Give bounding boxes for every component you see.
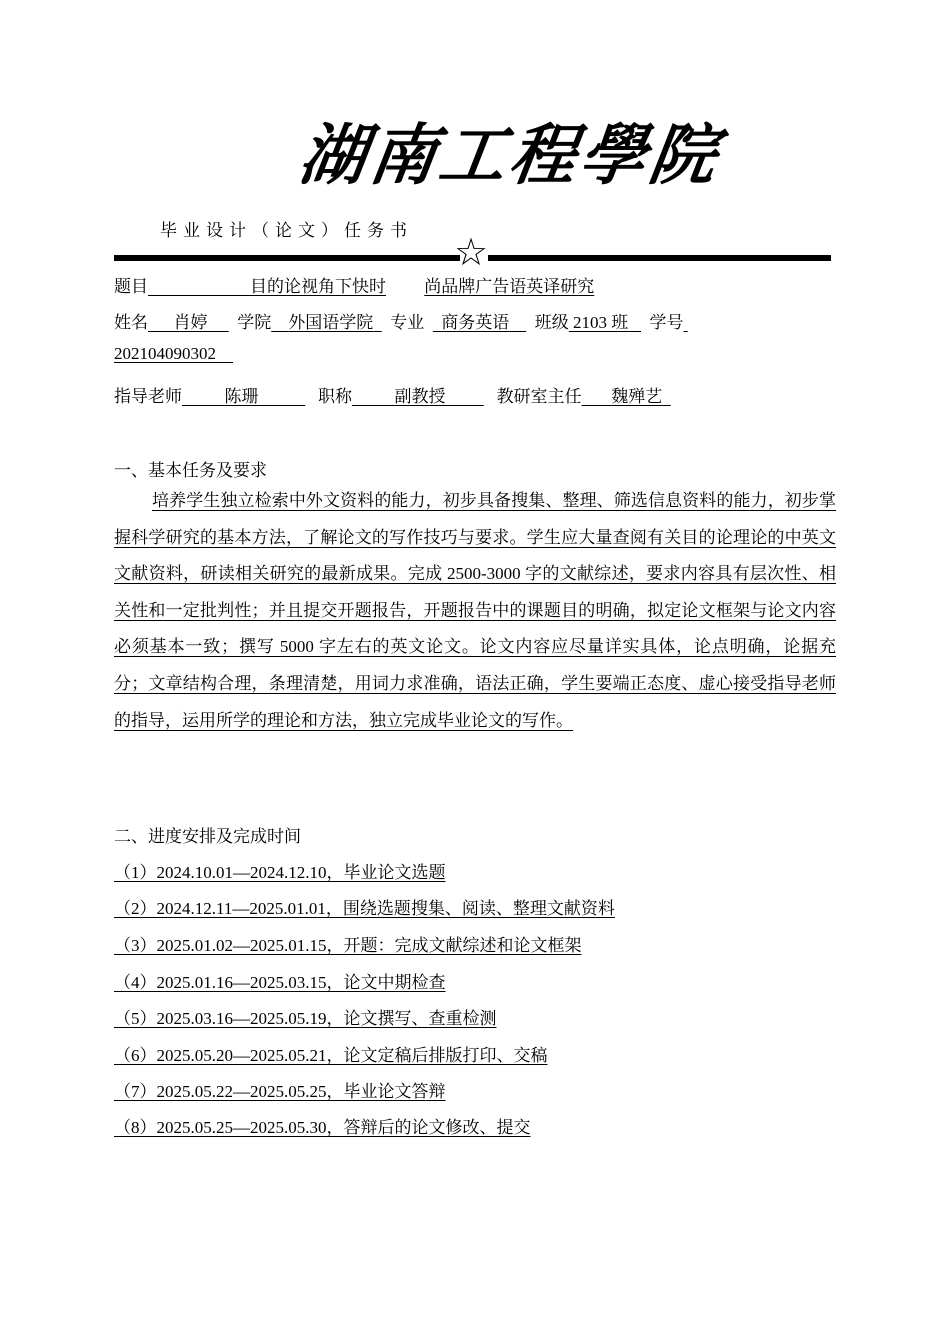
section2-heading: 二、进度安排及完成时间 [114,827,301,846]
advisor-field: 陈珊 [224,387,259,406]
student-info-row [114,308,688,333]
rank-label: 职称 [318,387,352,406]
schedule-item: （2）2024.12.11—2025.01.01，围绕选题搜集、阅读、整理文献资料 [114,899,615,918]
college-label: 学院 [237,313,272,332]
advisor-label: 指导老师 [114,387,182,406]
director-field: 魏殚艺 [611,387,663,406]
section1-body: 培养学生独立检索中外文资料的能力，初步具备搜集、整理、筛选信息资料的能力，初步掌握科学研究的基本方法，了解论文的写作技巧与要求。学生应大量查阅有关目的论理论的中英文文献资料，研读相关研究的最新成果。完成 2500-3000 字的文献综述，要求内容具有层次性、相关性和一定批判性；并且提交开题报告，开题报告中的课题目的明确，拟定论文框架与论文内容必须基本一致；撰写 5000 字左右的英文论文。论文内容应尽量详实具体，论点明确，论据充分；文章结构合理，条理清楚，用词力求准确，语法正确，学生要端正态度、虚心接受指导老师的指导，运用所学的理论和方法，独立完成毕业论文的写作。 [114,491,836,730]
divider-left [114,255,460,261]
schedule-item: （7）2025.05.22—2025.05.25，毕业论文答辩 [114,1082,446,1101]
schedule-item: （5）2025.03.16—2025.05.19，论文撰写、查重检测 [114,1009,497,1028]
school-logo: 湖南工程學院 [294,116,726,194]
major-label: 专业 [390,313,425,332]
document-title: 毕业设计（论文）任务书 [160,221,413,240]
college-field: 外国语学院 [288,313,374,332]
schedule-item: （8）2025.05.25—2025.05.30，答辩后的论文修改、提交 [114,1118,531,1137]
advisor-row [114,382,671,407]
star-icon: ☆ [454,230,489,274]
major-field: 商务英语 [441,313,510,332]
class-field: 2103 班 [573,313,629,332]
schedule-item: （1）2024.10.01—2024.12.10，毕业论文选题 [114,863,446,882]
title-field-2: 尚品牌广告语英译研究 [424,277,595,296]
title-label: 题目 [114,277,148,296]
title-field-1: 目的论视角下快时 [250,277,386,296]
name-field: 肖婷 [173,313,208,332]
student-id-row [114,344,233,364]
divider-right [488,255,831,261]
schedule-item: （3）2025.01.02—2025.01.15，开题：完成文献综述和论文框架 [114,936,582,955]
rank-field: 副教授 [394,387,446,406]
schedule-item: （6）2025.05.20—2025.05.21，论文定稿后排版打印、交稿 [114,1046,548,1065]
section1-heading: 一、基本任务及要求 [114,461,267,480]
director-label: 教研室主任 [496,387,582,406]
name-label: 姓名 [114,313,148,332]
class-label: 班级 [534,313,569,332]
title-row [114,272,594,297]
id-label: 学号 [649,313,684,332]
schedule-item: （4）2025.01.16—2025.03.15，论文中期检查 [114,973,446,992]
id-field: 202104090302 [114,344,216,363]
